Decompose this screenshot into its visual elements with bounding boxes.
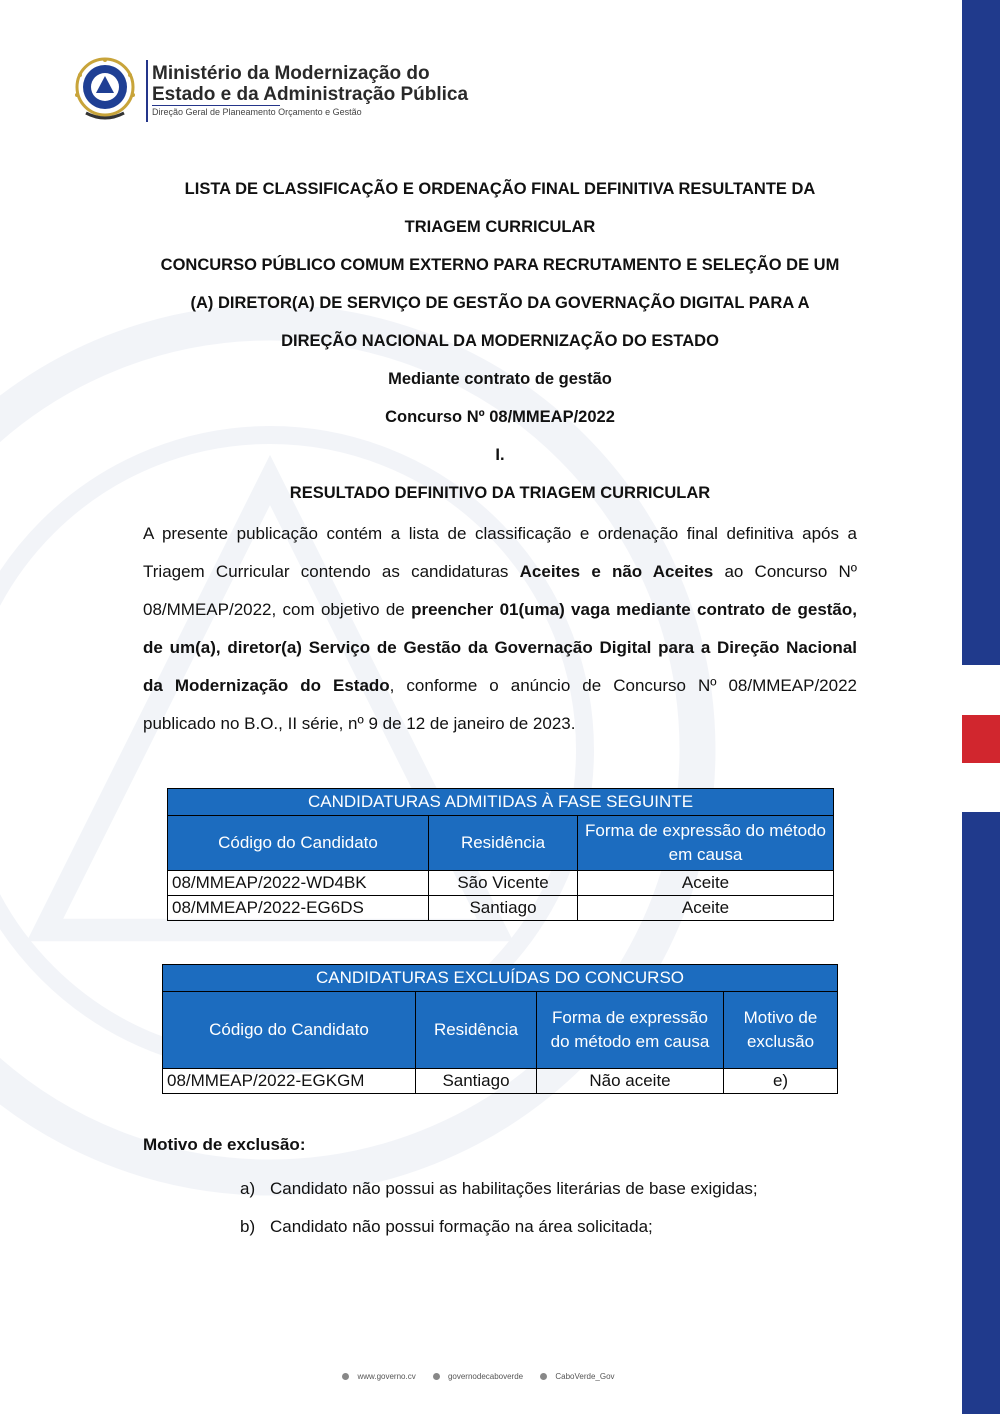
intro-text-1: A presente publicação contém a lista de classificação e ordenação final definitiva após a Triagem Curricular contendo as candidaturas: [143, 524, 857, 581]
title-line-6: Mediante contrato de gestão: [388, 370, 612, 388]
column-header: Residência: [429, 816, 578, 871]
table-row: [168, 896, 834, 921]
intro-text-2: ao Concurso Nº 08/MMEAP/2022, com objetivo de: [143, 562, 857, 619]
admitted-candidates-table: [167, 788, 834, 921]
ministry-rule: [152, 105, 280, 106]
excluded-table-caption: CANDIDATURAS EXCLUÍDAS DO CONCURSO: [163, 965, 838, 992]
section-number: I.: [495, 446, 505, 464]
footer-twitter[interactable]: CaboVerde_Gov: [540, 1372, 619, 1381]
ministry-name-line1: Ministério da Modernização do: [152, 63, 430, 84]
title-line-7: Concurso Nº 08/MMEAP/2022: [385, 408, 615, 426]
reason-text: Candidato não possui formação na área solicitada;: [270, 1217, 653, 1236]
section-title: RESULTADO DEFINITIVO DA TRIAGEM CURRICULAR: [289, 484, 711, 502]
candidate-code: 08/MMEAP/2022-EGKGM: [163, 1069, 416, 1094]
intro-text-3: , conforme o anúncio de Concurso Nº 08/MMEAP/2022 publicado no B.O., II série, nº 9 de 12 de janeiro de 2023.: [143, 676, 857, 733]
title-line-1: LISTA DE CLASSIFICAÇÃO E ORDENAÇÃO FINAL DEFINITIVA RESULTANTE DA: [184, 180, 816, 198]
exclusion-reasons-list: [240, 1170, 758, 1246]
ministry-name-line2: Estado e da Administração Pública: [152, 84, 469, 105]
reason-letter: a): [240, 1179, 256, 1198]
excluded-candidates-table: [162, 964, 838, 1094]
title-line-4: (A) DIRETOR(A) DE SERVIÇO DE GESTÃO DA GOVERNAÇÃO DIGITAL PARA A: [190, 294, 810, 312]
evaluation-result: Aceite: [578, 871, 834, 896]
page-footer: [0, 1372, 962, 1381]
residence: Santiago: [429, 896, 578, 921]
twitter-icon: [540, 1373, 547, 1380]
residence: Santiago: [416, 1069, 537, 1094]
footer-website[interactable]: www.governo.cv: [342, 1372, 420, 1381]
coat-of-arms-logo: [72, 55, 138, 125]
ministry-name: [152, 63, 468, 105]
footer-facebook[interactable]: governodecaboverde: [433, 1372, 528, 1381]
intro-bold-1: Aceites e não Aceites: [519, 562, 714, 581]
exclusion-reasons-title: Motivo de exclusão:: [143, 1135, 306, 1154]
intro-bold-2: preencher 01(uma) vaga mediante contrato de gestão, de um(a), diretor(a) Serviço de Gestão da Governação Digital para a Direção Nacional da Modernização do Estado: [143, 600, 857, 695]
reason-letter: b): [240, 1217, 256, 1236]
reason-text: Candidato não possui as habilitações literárias de base exigidas;: [270, 1179, 758, 1198]
side-stripe-blue-bottom: [962, 812, 1000, 1414]
column-header: Forma de expressão do método em causa: [578, 816, 834, 871]
header-divider: [146, 60, 148, 122]
list-item: [240, 1170, 758, 1208]
column-header: Motivo de exclusão: [724, 992, 838, 1069]
directorate-name: Direção Geral de Planeamento Orçamento e Gestão: [152, 107, 362, 117]
list-item: [240, 1208, 758, 1246]
column-header: Residência: [416, 992, 537, 1069]
candidate-code: 08/MMEAP/2022-EG6DS: [168, 896, 429, 921]
title-line-5: DIREÇÃO NACIONAL DA MODERNIZAÇÃO DO ESTADO: [281, 332, 719, 350]
document-title: [140, 170, 860, 512]
candidate-code: 08/MMEAP/2022-WD4BK: [168, 871, 429, 896]
column-header: Forma de expressão do método em causa: [537, 992, 724, 1069]
column-header: Código do Candidato: [163, 992, 416, 1069]
residence: São Vicente: [429, 871, 578, 896]
evaluation-result: Aceite: [578, 896, 834, 921]
intro-paragraph: [143, 515, 857, 743]
exclusion-reason-code: e): [724, 1069, 838, 1094]
side-stripe-blue-top: [962, 0, 1000, 665]
admitted-table-caption: CANDIDATURAS ADMITIDAS À FASE SEGUINTE: [168, 789, 834, 816]
title-line-3: CONCURSO PÚBLICO COMUM EXTERNO PARA RECRUTAMENTO E SELEÇÃO DE UM: [160, 256, 840, 274]
title-line-2: TRIAGEM CURRICULAR: [404, 218, 596, 236]
table-row: [163, 1069, 838, 1094]
evaluation-result: Não aceite: [537, 1069, 724, 1094]
table-row: [168, 871, 834, 896]
side-stripe-red: [962, 715, 1000, 763]
facebook-icon: [433, 1373, 440, 1380]
globe-icon: [342, 1373, 349, 1380]
column-header: Código do Candidato: [168, 816, 429, 871]
